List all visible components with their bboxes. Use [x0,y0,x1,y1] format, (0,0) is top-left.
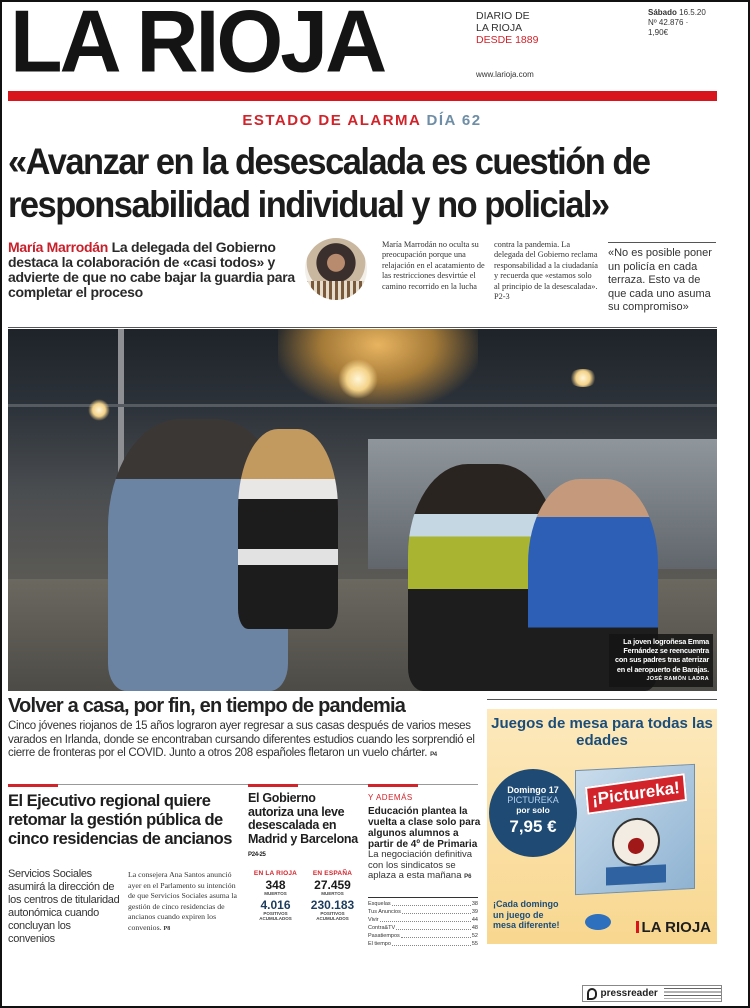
ad-price: 7,95 € [509,817,557,836]
index-dots [392,900,471,906]
story3-deck: Servicios Sociales asumirá la dirección de los centros de titularidad autonómica cuando concluyan los convenios [8,868,120,945]
issue-day: Sábado [648,8,677,17]
section-red-tick [8,784,58,787]
price-badge [489,769,577,857]
story2-text: Cinco jóvenes riojanos de 15 años lograron ayer regresar a sus casas después de varios meses varados en Irlanda, donde se encontraban cursando diferentes estudios cuando les sorprendió el cierre de fronteras por el COVID. Junto a otros 208 españoles fletaron un vuelo chárter. [8,720,475,759]
pull-quote: «No es posible poner un policía en cada terraza. Esto va de que cada uno asuma su compromiso» [608,242,716,315]
masthead-tagline [476,10,538,46]
photo-light [88,399,110,421]
stats-deaths-spain: 27.459 [314,878,351,892]
subheadline-text: La delegada del Gobierno destaca la colaboración de «casi todos» y advierte de que no cabe bajar la guardia para completar el proceso [8,239,295,300]
index-page: 44 [471,917,478,923]
stats-deaths-label: MUERTOS [321,891,344,896]
game-box-character [612,817,660,868]
pressreader-label: pressreader [600,988,658,999]
index-page: 38 [471,901,478,907]
pressreader-icon [587,988,597,1000]
story5-deck-text: La negociación definitiva con los sindicatos se aplaza a esta mañana [368,849,473,881]
masthead-red-bar [8,91,717,101]
ad-newspaper-logo: LA RIOJA [636,919,711,936]
photo-caption [609,634,713,687]
subject-name: María Marrodán [8,239,109,255]
kicker-day-count: DÍA 62 [426,112,482,129]
index-dots [401,932,471,938]
stats-positives-label: POSITIVOS ACUMULADOS [316,910,349,921]
website-link[interactable]: www.larioja.com [476,70,534,79]
lead-body-col-1: María Marrodán no oculta su preocupación porque una relajación en el acatamiento de las restricciones desvirtúe el camino recorrido en la lucha [382,240,485,291]
divider [8,327,717,328]
index-item[interactable] [368,900,478,908]
index-item[interactable] [368,916,478,924]
main-photo-airport-reunion[interactable] [8,329,717,691]
index-item[interactable] [368,940,478,948]
stats-positives-spain: 230.183 [310,897,355,912]
issue-number-price: Nº 42.876 · 1,90€ [648,18,689,37]
story4-headline-text: El Gobierno autoriza una leve desescalada en Madrid y Barcelona [248,791,358,846]
story4-page-ref[interactable]: P24-25 [248,852,266,858]
index-page: 48 [471,925,478,931]
stats-header-spain: EN ESPAÑA [312,870,353,877]
tagline-since: DESDE 1889 [476,34,539,46]
stats-positives-rioja: 4.016 [260,897,291,912]
hasbro-logo-icon [585,914,611,930]
portrait-photo [305,238,367,300]
index-dots [402,908,471,914]
lead-headline[interactable]: «Avanzar en la desescalada es cuestión de responsabilidad individual y no policial» [8,141,650,225]
kicker-state-of-alarm: ESTADO DE ALARMA [242,112,421,129]
masthead [8,2,708,92]
index-page: 39 [471,909,478,915]
issue-info [648,8,708,38]
photo-girl-hugging [238,429,338,629]
story5-page-ref[interactable]: P6 [464,874,472,880]
story5-headline[interactable]: Educación plantea la vuelta a clase solo para algunos alumnos a partir de 4º de Primaria [368,806,481,850]
section-red-tick [368,784,418,787]
stats-positives-label: POSITIVOS ACUMULADOS [259,910,292,921]
story2-body [8,720,478,763]
photo-credit: JOSÉ RAMÓN LADRA [646,675,709,682]
index-label: Pasatiempos [368,933,400,939]
index-label: Tus Anuncios [368,909,401,915]
board-game-promo-ad[interactable] [487,709,717,944]
index-item[interactable] [368,924,478,932]
divider [487,699,717,700]
section-red-tick [248,784,298,787]
ad-por-solo: por solo [516,805,550,815]
section-index [368,897,478,948]
story2-page-ref[interactable]: P4 [430,752,437,758]
tagline-line-2: LA RIOJA [476,22,523,34]
newspaper-logo: LA RIOJA [10,0,385,91]
stats-header-rioja: EN LA RIOJA [253,870,298,877]
lead-subheadline [8,240,298,300]
index-label: Esquelas [368,901,391,907]
index-label: Vivir [368,917,379,923]
ad-day: Domingo 17 [507,785,559,795]
ad-promo-text: ¡Cada domingo un juego de mesa diferente! [493,899,560,930]
photo-ceiling [278,329,478,409]
game-box-label [606,864,666,885]
tagline-line-1: DIARIO DE [476,10,530,22]
covid-stats-box [248,870,360,922]
lead-kicker [2,112,722,129]
index-dots [380,916,471,922]
stats-deaths-rioja: 348 [265,878,286,892]
ad-product: PICTUREKA [507,795,559,805]
index-label: El tiempo [368,941,391,947]
game-box-image [575,764,695,895]
story4-headline[interactable] [248,792,358,863]
story3-headline[interactable]: El Ejecutivo regional quiere retomar la gestión pública de cinco residencias de ancianos [8,792,232,848]
index-dots [396,924,471,930]
story3-body [128,870,242,934]
index-page: 52 [471,933,478,939]
index-label: Contra&TV [368,925,396,931]
index-item[interactable] [368,932,478,940]
photo-light [338,359,378,399]
stats-deaths-label: MUERTOS [264,891,287,896]
photo-light [568,369,598,387]
pressreader-badge[interactable] [582,985,722,1002]
index-page: 55 [471,941,478,947]
pressreader-fine-print [664,988,721,999]
issue-date: 16.5.20 [679,8,706,17]
index-item[interactable] [368,908,478,916]
lead-body-col-2: contra la pandemia. La delegada del Gobierno reclama responsabilidad a la ciudadanía y recuerda que «estamos solo al principio de la desescalada». P2-3 [494,240,598,302]
also-kicker: Y ADEMÁS [368,793,413,802]
index-dots [392,940,471,946]
story5-deck [368,850,482,883]
caption-text: La joven logroñesa Emma Fernández se reencuentra con sus padres tras aterrizar en el aeropuerto de Barajas. [615,636,709,674]
photo-rail [8,404,717,407]
story3-page-ref[interactable]: P8 [163,925,171,932]
story2-headline[interactable]: Volver a casa, por fin, en tiempo de pandemia [8,695,406,717]
ad-title: Juegos de mesa para todas las edades [491,715,713,749]
game-box-brand: ¡Pictureka! [585,773,687,815]
story3-text: La consejera Ana Santos anunció ayer en el Parlamento su intención de que Servicios Sociales asuma la gestión de cinco residencias de ancianos cuando expiren los convenios. [128,870,237,932]
